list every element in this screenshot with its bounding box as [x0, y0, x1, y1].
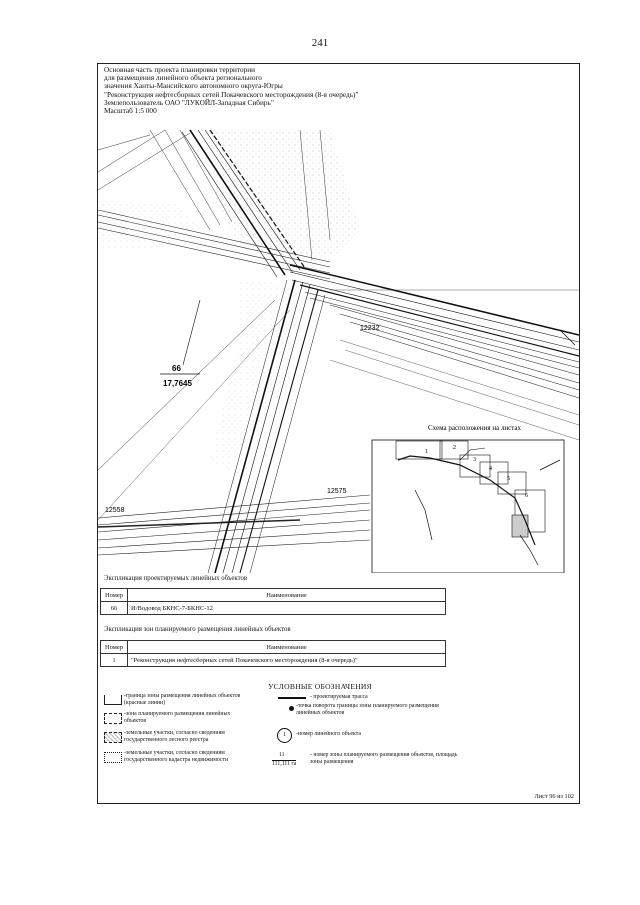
- header-cell: Наименование: [128, 641, 446, 654]
- header-line: Масштаб 1:5 000: [104, 106, 157, 116]
- table-cell: 1: [101, 654, 128, 667]
- header-line: значения Ханты-Мансийского автономного округа-Югры: [104, 81, 283, 91]
- header-cell: Номер: [101, 589, 128, 602]
- zone-area-sample: 111,111 га: [272, 761, 297, 767]
- legend-title: УСЛОВНЫЕ ОБОЗНАЧЕНИЯ: [268, 682, 372, 691]
- legend-item: -номер линейного объекта: [296, 731, 361, 737]
- table-row: [101, 654, 446, 667]
- sheet-info: Лист 96 из 102: [534, 793, 574, 800]
- table-cell: "Реконструкция нефтесборных сетей Покачевского месторождения (8-я очередь)": [128, 654, 446, 667]
- zone-symbol: [104, 713, 122, 724]
- red-line-boundary-symbol: [104, 695, 122, 705]
- table-row: [101, 602, 446, 615]
- explication2-table: [100, 640, 446, 667]
- legend-item: - проектируемая трасса: [310, 694, 368, 700]
- legend-item: -зона планируемого размещения линейных объектов: [124, 711, 231, 724]
- legend-item: -земельные участки, согласно сведениям государственного кадастра недвижимости: [124, 750, 229, 763]
- header-line: "Реконструкция нефтесборных сетей Покачевского месторождения (8-я очередь)": [104, 89, 359, 99]
- scheme-sheet-num: 2: [453, 445, 456, 451]
- legend-item: - номер зоны планируемого размещения объектов, площадь зоны размещения: [310, 752, 458, 765]
- cadastre-symbol: [104, 752, 122, 763]
- parcel-label: 12575: [327, 488, 347, 495]
- scheme-sheet-num: 6: [525, 493, 528, 499]
- title-block: [104, 66, 358, 115]
- page-number: 241: [311, 37, 329, 49]
- site-plan-map: [98, 128, 579, 573]
- callout-number: 66: [172, 364, 181, 373]
- scheme-sheet-num: 1: [425, 449, 428, 455]
- table-cell: И/Водовод БКНС-7-БКНС-12: [128, 602, 446, 615]
- explication1-table: [100, 588, 446, 615]
- designed-route-symbol: [278, 697, 306, 699]
- callout-area: 17,7645: [163, 379, 192, 388]
- sheet-layout-scheme: [372, 440, 564, 573]
- legend-item: -земельные участки, согласно сведениям государственного лесного реестра: [124, 730, 225, 743]
- header-cell: Номер: [101, 641, 128, 654]
- forest-register-symbol: [104, 732, 122, 743]
- turn-point-symbol: [289, 706, 294, 711]
- legend-item: -граница зоны размещения линейных объектов (красные линии): [124, 693, 241, 706]
- explication1-title: Экспликация проектируемых линейных объектов: [104, 575, 248, 582]
- parcel-label: 12558: [105, 507, 125, 514]
- table-header-row: [101, 589, 446, 602]
- explication2-title: Экспликация зон планируемого размещения линейных объектов: [104, 626, 291, 633]
- scheme-sheet-num: 5: [507, 476, 510, 482]
- table-cell: 66: [101, 602, 128, 615]
- scheme-sheet-num: 4: [489, 466, 492, 472]
- scheme-title: Схема расположения на листах: [428, 424, 522, 432]
- header-line: для размещения линейного объекта регионального: [104, 73, 262, 83]
- object-number-symbol: 1: [277, 728, 292, 743]
- header-cell: Наименование: [128, 589, 446, 602]
- parcel-label: 12232: [360, 325, 380, 332]
- scheme-sheet-num: 3: [473, 457, 476, 463]
- header-line: Основная часть проекта планировки территории: [104, 65, 256, 74]
- zone-number-sample: 11: [279, 752, 285, 758]
- legend-item: -точка поворота границы зоны планируемого размещения линейных объектов: [296, 703, 439, 716]
- table-header-row: [101, 641, 446, 654]
- header-line: Землепользователь ОАО "ЛУКОЙЛ-Западная Сибирь": [104, 97, 274, 107]
